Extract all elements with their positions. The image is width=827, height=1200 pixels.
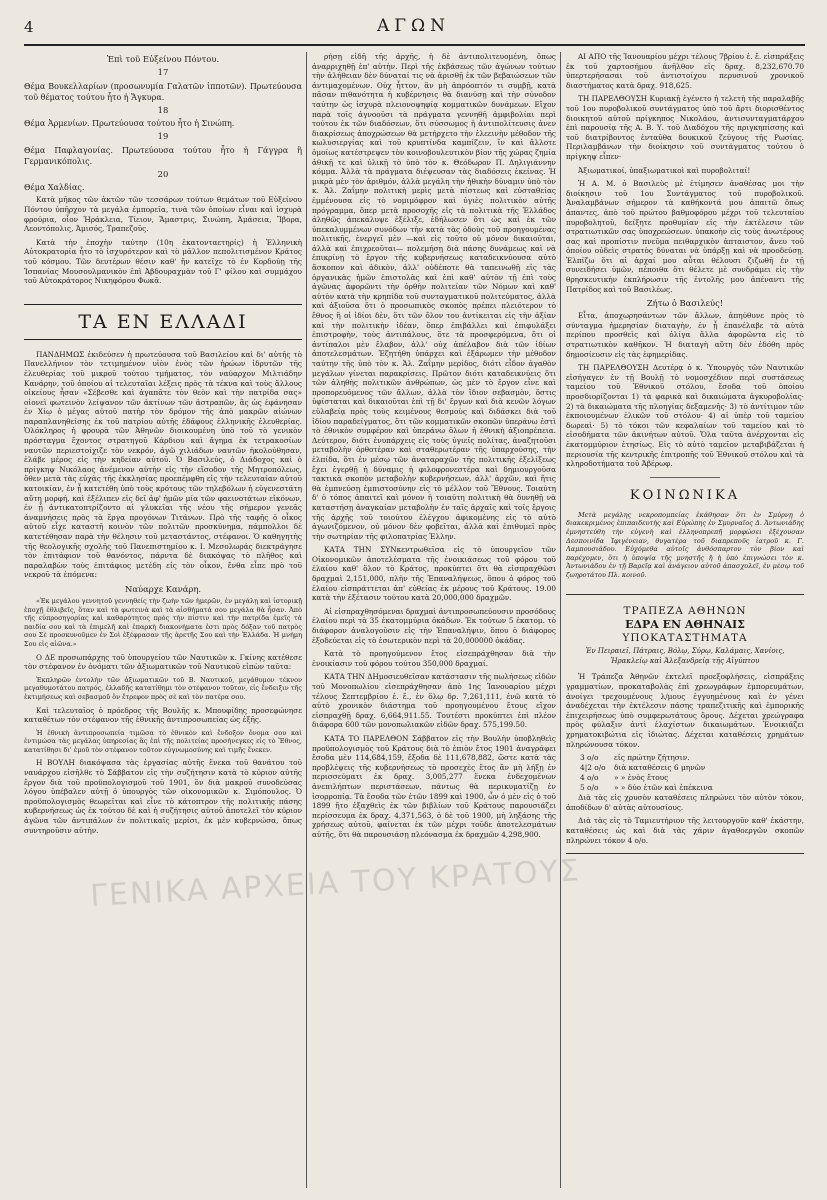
bank-branches: Ἐν Πειραιεῖ, Πάτραις, Βόλῳ, Σύρῳ, Καλάμαις, Χανίοις, Ἡρακλείῳ καὶ Ἀλεξανδρείᾳ τῆς Αἰγύπτου xyxy=(585,647,785,665)
bank-advertisement xyxy=(566,594,804,855)
rate-row xyxy=(566,783,804,793)
intro-line: Ἐπὶ τοῦ Εὐξείνου Πόντου. xyxy=(106,54,220,64)
speech-paragraph: Ἡ Α. Μ. ὁ Βασιλεὺς μὲ ἐτίμησεν ἀναθέσας μοι τὴν διοίκησιν τοῦ 1ου Συντάγματος τοῦ πυροβολικοῦ. Ἀναλαμβάνων σήμερον τὰ καθήκοντά μου ἀπαιτῶ ὅπως ἀπαντες, ἀπὸ τοῦ πρώτου βαθμοφόρου μέχρι τοῦ τελευταίου πυροβολητοῦ, δείξητε προθυμίαν εἰς τὴν ἐκτέλεσιν τῶν στρατιωτικῶν σας ὑποχρεώσεων. ὑπακοὴν εἰς τοὺς ἀνωτέρους σας καὶ προπίστιν πνεῦμα πειθαρχικὸν ἀπταιστον, ἄνευ τοῦ ὁποίου οὐδεὶς στρατὸς δύναται νὰ ὑπάρξῃ καὶ νὰ προοδεύσῃ. Ἐλπίζω ὅτι αἱ ἀρχαί μου αὗται θέλουσι ζιζωθῆ ἐν τῇ συνειδήσει ὑμῶν, πέποιθα ὅτι θέλετε μὲ συνδράμει εἰς τὴν θρησκευτικὴν ἐκπλήρωσιν τῆς ἐντολῆς μου ἀπέναντι τῆς Πατρίδος καὶ τοῦ Βασιλέως. xyxy=(566,179,804,294)
article-paragraph: Κατὰ τὴν ἐποχὴν ταύτην (10η ἑκατονταετηρίς) ἡ Ἑλληνικὴ Αὐτοκρατορία ἦτο τὸ ἰσχυρότερον καὶ τὸ μᾶλλον πεπολιτισμένον Κράτος τοῦ κόσμου. Τῶν δευτέρων θέσιν καθ' ἥν κατεῖχε τὸ ἐν Κορδούῃ τῆς Ἱσπανίας Μουσουλμανικὸν ἐπὶ Ἀβδουραχμὰν τοῦ Γ' φίλου καὶ συμμάχου τοῦ Αὐτοκράτορος Νικηφόρου Φωκᾶ. xyxy=(24,237,302,286)
article-paragraph: Η ΒΟΥΛΗ διακόψασα τὰς ἐργασίας αὐτῆς ἕνεκα τοῦ θανάτου τοῦ ναυάρχου εἰσῆλθε τὸ Σάββατον εἰς τὴν συζήτησιν κατὰ τὸ κύριον αὐτῆς ἔργον διὰ τοῦ προϋπολογισμοῦ τοῦ 1901, ὃν διὰ μακροῦ συνοδεύσας λόγου ὑπέβαλεν αὐτῇ ὁ ὑπουργὸς τῶν οἰκονομικῶν κ. Σιμόπουλος. Ὁ προϋπολογισμὸς θεωρεῖται καὶ εἶνε τὸ κάτοπτρον τῆς πολιτικῆς πάσης κυβερνήσεως ὡς ἐκ τούτου δὲ καὶ ἡ συζήτησις αὐτοῦ ἀποτελεῖ τὸν κύριον ἀγῶνα τῶν ἀντιπάλων ἐν πολιτικαῖς μερίσι, ἐκ μὲν κυβερνώσα, ὅπως συντηροῦσιν αὐτὴν. xyxy=(24,758,302,835)
bank-paragraph: Ἡ Τράπεζα Ἀθηνῶν ἐκτελεῖ προεξοφλήσεις, εἰσπράξεις γραμματίων, προκαταβολὰς ἐπὶ χρεωγράφων ἐμπορευμάτων, ἀνοίγει τρεχουμένους λ/μους ἐγγυημένους καὶ ἐν γένει ἀναδέχεται τὴν ἐκτέλεσιν πάσης τραπεζιτικῆς καὶ ἐμπορικῆς ἐπιχειρήσεως ὑπὸ συμφερωτάτους ὅρους. Δέχεται χρεώγραφα πρὸς φύλαξιν ἀντὶ ἐλαχίστων δικαιωμάτων. Ἐνοικιάζει χρηματοκιβώτια εἰς ἰδιώτας. Δέχεται καταθέσεις χρημάτων πληρώνουσα τόκον. xyxy=(566,672,804,749)
article-paragraph: ΤΗ ΠΑΡΕΛΘΟΥΣΗ Δευτέρᾳ ὁ κ. Ὑπουργὸς τῶν Ναυτικῶν εἰσήγαγεν ἐν τῇ Βουλῇ τὸ νομοσχέδιον περὶ συστάσεως ταμείου τοῦ Ἐθνικοῦ στόλου, ἔσοδα τοῦ ὁποίου προσδιορίζονται 1) τὰ φαρικὰ καὶ δικαιώματα ἀγκυροβολίας· 2) τὰ δικαιώματα τῆς πλοηγίας δεξαμενῆς· 3) τὸ ἀντίτιμον τῶν ἐκποιουμένων ἐλικῶν τοῦ στόλου· 4) αἱ ὑπὲρ τοῦ ταμείου δωρεαὶ· 5) τὸ τόκοι τῶν κεφαλαίων τοῦ ταμείου καὶ τὸ εἰσοδήματα τῶν ἀκινήτων αὐτοῦ. Ὅλα ταῦτα ἀνέρχονται εἰς ἑκατομμύριον ἐτησίως. Εἰς τὸ αὐτὸ ταμεῖον μεταβιβάζεται ἡ περιουσία τῆς κεντρικῆς ἐπιτροπῆς τοῦ Ἐθνικοῦ στόλου καὶ τὰ κληροδοτήματα τοῦ Ἀβέρωφ. xyxy=(566,363,804,469)
speech-line: Ζήτω ὁ Βασιλεύς! xyxy=(646,298,724,309)
thema-text: Θέμα Χαλδίας. xyxy=(24,183,85,193)
koinonika-text: Μετὰ μεγάλης νεκροπομπείας ἐκάθησαν ὅτι ἐν Σμύρνῃ ὁ διακεκριμένος ἐπιπαιδευτὴς καὶ Εὐρώπης ἐν Σμυρναῖος Δ. Ἀντωνιάδης ἐμνηστεύθη τὴν εὐγενὴ καὶ ἐλληνοπρεπῆ μορφώσει ἐξέχουσαν Δεσποινίδα Ἰφιγένειαν, θυγατέρα τοῦ διαπρεποῦς ἰατροῦ κ. Γ. Λαμπουσιάδου. Εὐχόμεθα αὐτοῖς ἀνθόσπαρτον τὸν βίον καὶ παρέχομεν, ὅτι ἡ ὑποψία τῆς μνηστῆς ἢ ἡ ὑπὸ ἐπιγνώσει τὸν κ. Ἀντωνιάδου ἐν τῇ Βαρεῖᾳ καὶ ἀνάγειον αὐτοῦ ἀπασχολεῖ, ἐν μέσῳ τοῦ ζωηροτάτου Πλ. κοινοῦ. xyxy=(566,510,804,579)
thema-text: Θέμα Ἀρμενίων. Πρωτεύουσα τούτου ἦτο ἡ Σινώπη. xyxy=(24,119,235,129)
poem-title: Ναύαρχε Κανάρη. xyxy=(125,583,201,594)
article-paragraph: Εἶτα, ἀποχωρησάντων τῶν ἄλλων, ἀπηύθυνε πρὸς τὸ σύνταγμα ἡμερησίαν διαταγὴν, ἐν ᾗ ἐπανέλαβε τὰ αὐτὰ περίπου προσθεὶς καὶ ὀλίγα ἄλλα ἀφορῶντα εἰς τὸ στρατιωτικὸν καθῆκον. Ἡ διαταγὴ αὕτη δὲν ἐδόθη πρὸς δημοσίευσιν εἰς τὰς ἐφημερίδας. xyxy=(566,311,804,359)
column-2 xyxy=(312,52,556,1186)
column-1 xyxy=(24,52,302,1186)
bank-branches-title: ΥΠΟΚΑΤΑΣΤΗΜΑΤΑ xyxy=(622,631,748,644)
rate-row xyxy=(566,773,804,783)
speech-line: Ἀξιωματικοί, ὑπαξιωματικοὶ καὶ πυροβολιταί! xyxy=(578,165,751,175)
page-header xyxy=(0,14,827,40)
rate-value: 3 ο/ο xyxy=(580,753,599,763)
rate-value: 4 ο/ο xyxy=(580,773,599,783)
article-paragraph: ΚΑΤΑ ΤΟ ΠΑΡΕΛΘΟΝ Σάββατον εἰς τὴν Βουλὴν ὑποβληθεὶς προϋπολογισμὸς τοῦ Κράτους διὰ τὸ ἐπιὸν ἔτος 1901 ἀναγράφει ἔσοδα μὲν 114,684,159, ἔξοδα δὲ 111,678,882, ὥστε κατὰ τὰς προβλέψεις τῆς κυβερνήσεως τὸ προσεχὲς ἔτος ἂν μὴ λήξῃ ἐν περισσεύματι ἐκ δραχ. 3,005,277 ἕνεκα ἐνδεχομένων ἀνεπιλήπτων περιστάσεων, πάντως θὰ περικυματίζῃ ἐν ἰσορροπίᾳ. Τὰ ἔσοδα τῶν ἐτῶν 1899 καὶ 1900, ὧν ὁ μὲν εἰς ὁ τοῦ 1899 ἤτο ἐξαχθεὶς ἐκ τῶν βιβλίων τοῦ Κράτους παρουσιάζει περίσσευμα ἐκ δραχ. 4,371,563, ὁ δὲ τοῦ 1900, μὴ ληξάσης τῆς χρήσεως αὐτοῦ, φαίνεται ἐκ τῶν μέχρι τοῦδε ἀποτελεσμάτων αὐτῆς, ὅτι θὰ παρουσιάσῃ πλεόνασμα ἐκ δραχμῶν 4,298,900. xyxy=(312,733,556,839)
thema-number: 20 xyxy=(157,168,169,179)
bank-name: ΤΡΑΠΕΖΑ ΑΘΗΝΩΝ xyxy=(623,604,747,617)
bank-paragraph: Διὰ τὰς εἰς χρυσὸν καταθέσεις πληρώνει τὸν αὐτὸν τόκον, ἀποδίδων δ' αὐτὰς αὐτουσίους. xyxy=(566,793,804,812)
quote-text: Ἐκπληρῶν ἐντολὴν τῶν ἀξιωματικῶν τοῦ Β. Ναυτικοῦ, μεγάθυμον τέκνον μεγαθυμοτάτου πατρός, ἐλλαδῆς κατατίθημι τὸν στέφανον τοῦτον, εἰς ἔνδειξιν τῆς ἐκτιμήσεως καὶ σεβασμοῦ ὃν ἔτρεφον πρὸς σὲ καὶ τὸν πατέρα σου. xyxy=(24,675,302,701)
thema-number: 19 xyxy=(157,131,169,142)
rate-term: διὰ καταθέσεις 6 μηνῶν xyxy=(614,763,706,773)
article-paragraph: ΑΙ ΑΠΟ τῆς Ἰανουαρίου μέχρι τέλους 7βρίου ἐ. ἔ. εἰσπράξεις ἐκ τοῦ χαρτοσήμου ἀνῆλθον εἰς δραχ. 8,232,670.70 ὑπερτερήσασαι τοῦ ἀντιστοίχου περυσινοῦ χρονικοῦ διαστήματος κατὰ δραχ. 918,625. xyxy=(566,52,804,90)
header-rule xyxy=(24,44,805,46)
rate-row xyxy=(566,753,804,763)
rate-term: εἰς πρώτην ζήτησιν. xyxy=(614,753,690,763)
rate-value: 5 ο/ο xyxy=(580,783,599,793)
poem-text: «Ἐκ μεγάλου γεννητοῦ γεννηθείς τὴν ζωὴν τῶν ἡμερῶν, ἐν μεγάλῃ καὶ ἱστορικῇ ἐποχῇ ἐθλιβεῖς, ὅταν καὶ τὰ φωτεινὰ καὶ τὰ αἰσθήματά σου μεγάλα θὰ ἦσαν. Ἀπὸ τῆς εὐπροσηγορίας καὶ καθαρότητος πρὸς τὴν πίστιν καὶ τὴν πατρίδα ἐμεῖς τὰ παιδία σου καὶ τὰ ἐπιμελῆ καὶ ἐπαρκὴ διακονήματα ἐστι πρὸς δόξαν τοῦ πατρὸς σου Σὲ προσκυνοῦμεν ἐν Σοὶ ἐξέφρασαν τῆς ἀρετῆς Σου καὶ τὴν Ἑλλάδα. Ἡ μνήμη Σου εἰς αἰῶνα.» xyxy=(24,596,302,648)
article-paragraph: Κατὰ τὸ προηγούμενον ἔτος εἰσεπράχθησαν διὰ τὴν ἐνοικίασιν τοῦ φόρου τούτου 350,000 δραχμαί. xyxy=(312,649,556,668)
thema-text: Θέμα Βουκελλαρίων (προσωνυμία Γαλατῶν ἱπποτῶν). Πρωτεύουσα τοῦ θέματος τούτου ἦτο ἡ Ἄγκυρα. xyxy=(24,81,302,102)
page-number: 4 xyxy=(24,18,34,36)
thema-number: 18 xyxy=(157,104,169,115)
rate-term: » » ἑνὸς ἔτους xyxy=(614,773,669,783)
article-paragraph: Κατὰ μῆκος τῶν ἀκτῶν τῶν τεσσάρων τούτων θεμάτων τοῦ Εὐξείνου Πόντου ὑπῆρχον τὰ μεγάλα ἐμπορεῖα, τινὰ τῶν ὁποίων εἶναι καὶ ἰσχυρὰ φρούρια, οἷον Ἡράκλεια, Τίειον, Ἄμαστρις, Σινώπη, Ἀμάσεια, Ἴβορα, Λεοντόπολις, Ἀμισός, Τραπεζοῦς. xyxy=(24,195,302,234)
rate-value: 4|2 ο/ο xyxy=(580,763,606,773)
bank-seat: ΕΔΡΑ ΕΝ ΑΘΗΝΑΙΣ xyxy=(625,618,745,632)
rate-term: » » δύο ἐτῶν καὶ ἐπέκεινα xyxy=(614,783,713,793)
section-title: ΤΑ ΕΝ ΕΛΛΑΔΙ xyxy=(24,304,302,340)
article-paragraph: Ο ΔΕ προσωπάρχης τοῦ ὑπουργείου τῶν Ναυτικῶν κ. Γκίνης κατέθεσε τὸν στέφανον ἐν ὀνόματι τῶν ἀξιωματικῶν τοῦ Ναυτικοῦ εἰπὼν ταῦτα: xyxy=(24,652,302,672)
article-paragraph: ρήσῃ εἰδῆ τῆς ἀρχῆς, ἡ δὲ ἀντιπολιτευομένη, ὅπως ἀναρριχηθῇ ἐπ' αὐτὴν. Περὶ τῆς ἐκβάσεως τῶν ἀγώνων τούτων τὴν ἀλήθειαν δὲν δύναταί τις νὰ ἀρισθῇ ἐκ τῶν βεβαιώσεων τῶν ἀντιμαχομένων. Οὐχ ἧττον, ἂν μὴ ἀπρόοπτόν τι συμβῇ, κατὰ πᾶσαν πιθανότητα ἡ κυβέρνησις θὰ διανύσῃ καὶ τὴν σύνοδον ταύτην ὡς ἰσχυρὰ πλειονοψηφίᾳ κομματικῶν δυνάμεων. Εἴχον παρὰ τοῖς ἀγνοοῦσι τὰ πράγματα γεννηθῆ ἀμφιβολίαι περὶ τούτου ἐκ τῶν διαδόσεων, ὅτι σύσσωμος ἡ ἀντιπολίτευσις ἀνεν διακρίσεως ἀποχρώσεων θὰ μετήρχετο τὴν ἐλεεινὴν μέθοδον τῆς κωλυσιεργίας καὶ τοῦ κρυπτίνδα καμπίζειν, ἵν καὶ ἄλλοτε ὁμοίως κατέστρεψεν τὸν κοινοβουλευτικὸν βίον τῆς χώρας ζημία ἀθικῇ τε καὶ ὑλικῇ τὸ ὑπὸ τὸν κ. Θεόδωρον Π. Δηλιγιάννην κόμμα. Ἀλλὰ τὰ πράγματα διέψευσαν τὰς διαδόσεις ἐκείνας. Ἡ μικρὰ μὲν τὸν ἀριθμόν, ἀλλὰ μεγάλη τὴν ἠθικὴν δύναμιν ὑπὸ τὸν κ. Ἀλ. Ζαΐμην πολιτικὴ μερὶς μετὰ πίστεως καὶ εὐσταθείας ἐμμένουσα εἰς τὸ νομιμόφρον καὶ ὑγιὲς πολιτικὸν αὐτῆς πρόγραμμα, ὅπερ μετὰ προσοχῆς εἰς τὰ πολιτικὰ τῆς Ἑλλάδος ἀληθῶς ἀπεκάλυψε ἐξέλιξε, ἐδήλωσεν ὅτι ὡς καὶ ἐκ τῶν ὑπεκαλυμμένων συνόδων τὴν κατὰ τὰς ὁδοὺς τοῦ προηγουμένας πολιτικῆς, ἐνεργεῖ μὲν —καὶ εἰς τοῦτο οὐ μόνον δικαιοῦται, ἀλλὰ καὶ ἐπιχρεοῦται— πολεμήσῃ διὰ πάσης δυνάμεως καὶ νὰ ἐπικρίνῃ τὸ ἔργον τῆς κυβερνήσεως καταδεικνύουσα αὐτὸ ἄσκοπον καὶ ἀδικὸν, ἀλλ' οὐδέποτε θὰ ταπεινωθῇ εἰς τὰς ὀργανικὰς ἡμῶν ἐπιστολὰς καὶ ἐπὶ καθ' αὐτὸν τῇ ἐπὶ τοὺς ἀγῶνας ἀφορῶντι τὴν ὀρθὴν πολιτείαν τῶν Νόμων καὶ καθ' αὐτὸν κατὰ τὴν κρηπίδα τοῦ συνταγματικοῦ πολιτεύματος, ἀλλὰ καὶ ἀξιοῦσα ὅτι ὁ προσωπικὸς σκοπὸς πρέπει πλειότερον τὸ ἔθνος ἢ οἱ ἰδίοι δὲν, ὅτι τῶν ὄλον του ἀντίκειται εἰς τὴν ἀξίαν καὶ τὴν πολιτικὴν ἰδέαν, ὅπερ ἐπιβάλλει καὶ ἐπιφυλάξει ἐπιστροφὴν, τοὺς ἀντιπάλους, ὅτε τὰ προσφερόμενα, ὅτι οἱ ἀντίπαλοι μὲν ἔλαβον, ἀλλ' οὐχ ἀπέλαβον διὰ τῶν ἰδίων ἀποτελεσμάτων. Ἐζητήθη ὑπάρχει καὶ ἐξάρωμεν τὴν μέθοδον ταύτην τῆς ὑπὸ τὸν κ. Ἀλ. Ζαΐμην μερίδος, διότι εἶδον ἀγαθὸν μεγάλων γίνεται παρακρίσεις. Πρῶτον διότι καταδεικνύεις ὅτι τῶν ἀληθὴς πολιτικῶν ἀνθρώπων, ὡς μὲν τὸ ἔργον εἶνε καὶ προπορευόμενος τῶν ἄλλων, ἀλλὰ τὸν ἴδιον σεβασμὸν, ὅστις ὑφίσταται καὶ δικαιοῦται ἐπὶ τῇ δι' ἔργων καὶ διὰ κενῶν λόγων εὐλαβείᾳ πρὸς τοὺς κειμένους θεσμοὺς καὶ διδάσκει διὰ τοῦ ἰδίου παραδείγματος, ὅτι τῶν κομματικῶν σκοπῶν ὑπεράνω ἐστὶ τὸ ἐθνικὸν συμφέρον καὶ ὑπεράνω ὅλων ἡ ἐθνικὴ ἀξιοπρέπεια. Δεύτερον, διότι ἐνυπάρχεις εἰς τοὺς ὑγιεῖς πολίτας, ἀναζητοῦσι μεταβολὴν ὀρθοτέραν καὶ σταθερωτέραν τῆς ὑπαρχούσης, τὴν ἐλπίδα, ὅτι ἐν μέσῳ τῶν ἀναταραχῶν τῆς πολιτικῆς ἐξελίξεως ἔχει ἐγερθῇ ἡ δύναμις ἡ φιλοφρονεστέρα καὶ δημιουργοῦσα τακτικὰ σκοπὸν μεταβολὴν κυβερνήσεων, ἀλλ' ἀρχῶν, καὶ ἥτις θὰ ἐμπνεύσῃ ἐμπιστοσύνην εἰς τὸ μέλλον τοῦ Ἔθνους. Τοιαύτη δ' ὁ τόπος ἀπαιτεῖ καὶ μόνον ἡ τοιαύτη πολιτικὴ θὰ δυνηθῇ νὰ καταστήσῃ ἀναγκαίαν μεταβολὴν ἐν ταῖς ἀρχαῖς καὶ τοῖς ἔργοις τῆς ἀρχῆς τοῦ τοιούτου ἐλέγχου ἀφικομένης εἰς τὸ αὐτὸ ἀγωνιζόμενον, οὐ μόνον δὲν φοβεῖται, ἀλλὰ καὶ ἐπιθυμεῖ πρὸς τὴν σωτηρίαν τῆς φιλοπατρίας Ἑλλην. xyxy=(312,52,556,541)
column-3 xyxy=(566,52,804,1186)
column-divider xyxy=(560,52,561,1188)
section-rule xyxy=(650,477,720,478)
article-paragraph: ΚΑΤΑ ΤΗΝ ΣΥΝκεντρωθεῖσα εἰς τὸ ὑπουργεῖον τῶν Οἰκονομικῶν ἀποτελέσματα τῆς ἐνοικιάσεως τοῦ φόρου τοῦ ἐλαίου καθ' ὅλον τὸ Κράτος, προκύπτει ὅτι θὰ εἰσπραχθῶσι δραχμαὶ 2,151,000, πλὴν τῆς Ἐπαναλήψεως, ὅπου ὁ φόρος τοῦ ἐλαίου εἰσπράττεται ἀπ' εὐθείας ἐκ μέρους τοῦ Κράτους. 19.00 κατὰ τὴν ἐξέτασιν τούτου κατὰ 20,000,000 δραχμῶν. xyxy=(312,545,556,603)
column-divider xyxy=(306,52,307,1188)
quote-text: Ἡ ἐθνικὴ ἀντιπροσωπεία τιμῶσα τὸ ἐθνικὸν καὶ ἔνδοξον ὄνομα σου καὶ ἐντιμώσα τὰς μεγάλας ὑπηρεσίας ἃς ἐπὶ τῆς πολιτείας προσήνεγκες εἰς τὸ Ἔθνος, κατατίθησι δι' ἐμοῦ τὸν στέφανον τοῦτον εὐγνωμοσύνης καὶ τιμῆς ἕνεκεν. xyxy=(24,728,302,754)
bank-paragraph: Διὰ τὰς εἰς τὸ Ταμιευτήριον τῆς λειτουργοῦν καθ' ἑκάστην, καταθέσεις ὡς καὶ διὰ τὰς χάριν ἀγαθοεργῶν σκοπῶν πληρώνει τόκον 4 ο/ο. xyxy=(566,816,804,845)
article-paragraph: ΤΗ ΠΑΡΕΛΘΟΥΣΗ Κυριακῇ ἐγένετο ἡ τελετὴ τῆς παραλαβῆς τοῦ 1ου πυροβολικοῦ συντάγματος ὑπὸ τοῦ ἄρτι διορισθέντος διοικητοῦ αὐτοῦ πρίγκηπος Νικολάου, ἀντισυνταγματάρχου ἐπὶ παρουσίᾳ τῆς Α. Β. Υ. τοῦ Διαδόχου τῆς πριγκηπίσσης καὶ τοῦ διατρίβοντος ἐνταῦθα δουκικοῦ ζεύγους τῆς Ρωσίας. Περιλαμβάνων τὴν διοίκησιν τοῦ συντάγματος τούτου ὁ πρίγκηψ εἶπεν· xyxy=(566,94,804,161)
article-paragraph: ΠΑΝΔΗΜΩΣ ἐκιδεύσεν ἡ πρωτεύουσα τοῦ Βασιλείου καὶ δι' αὐτῆς τὸ Πανελλήνιον τὸν τετιμημένον υἱὸν ἑνὸς τῶν ἡρώων ἱδρυτῶν τῆς ἐλευθερίας τοῦ μικροῦ τούτου τμήματος, τὸν ναύαρχον Μιλτιάδην Κανάρην, τοῦ ὁποίου αἱ τελευταῖαι λέξεις πρὸς τὰ τέκνα καὶ τοὺς ἄλλους οἰκείους ἦσαν «Σέβεσθε καὶ ἀγαπᾶτε τὸν θεὸν καὶ τὴν πατρίδα σας» οἱονεὶ φωτεινὸν λείψανον τῶν ἀκτίνων τῶν ἀστραπῶν, ἃς ὡς ἐφάνησαν ἐν Χίῳ ὁ μέγας αὐτοῦ πατὴρ τὸν δρόμον τῆς ἀπὸ μακρῶν αἰώνων παραπλανηθείσης ἐκ τοῦ πατρίου αὐτῆς ἐδάφους ἑλληνικῆς ἐλευθερίας. Ὁλόκληρος ἡ φρουρὰ τῶν Ἀθηνῶν διοικουμένη ὑπὸ τοῦ τὸ γενικὸν πρόσταγμα ἔχοντος στρατηγοῦ Κάρδιου καὶ ἄγημα ἐκ τετρακοσίων ναυτῶν περιεστοίχιζε τὸν νεκρόν, ἀγῶ χιλιάδων ναυτῶν ἠκολούθησαν, ἐλάβε μέρος εἰς τὴν κηδείαν αὐτοῦ. Ὁ Βασιλεύς, ὁ Διάδοχος καὶ ὁ πρίγκηψ Νικόλαος ἀνέμενον αὐτὴν εἰς τὴν εἴσοδον τῆς Μητροπόλεως, ὅθεν μετὰ τὰς εὐχὰς τῆς ἐκκλησίας προεπέμφθη εἰς τὴν τελευταίαν αὐτοῦ κατοικίαν, ἐν ᾗ κατετέθη ὑπὸ τοὺς κρότους τῶν τηλεβόλων ἡ εὐγενεστάτη αὕτη μορφή, καὶ ἐξέλιπεν εἰς δεῖ ἀφ' ἡμῶν μία τῶν φαεινοτάτων εἰκόνων, ἐν ᾗ ἀντικατοπτρίζοντο αἱ γλυκεῖαι τῆς νέου τῆς σήμερον γενεᾶς ἀναμνήσεις πρὸς τὰ ἔργα προγόνων Τιτάνων. Πρὸ τῆς ταφῆς ὁ οἶκος αὐτοῦ εἶχε καταστῆ κοινὸν τῶν πολιτῶν προσκύνημα, πάμπολλοι δὲ κατετέθησαν παρὰ τὴν θέλησιν τοῦ μεταστάντος, στέφανοι. Ὁ καθηγητὴς τῆς θεολογικῆς σχολῆς τοῦ Πανεπιστημίου κ. Ι. Μεσολωράς διεκτράγησε τὸν ἐπιτάφιον τοῦ θανόντος, πάρντα δὲ διακόψας τὸ πλῆθος καὶ παραλαβὼν τοὺς ἐπιτάφιος μετέδη εἰς τὸν οἶκον, ἔνθα εἶπε πρὸ τοῦ νεκροῦ τὰ ἑπόμενα: xyxy=(24,349,302,580)
article-paragraph: Καὶ τελευταῖος ὁ πρόεδρος τῆς Βουλῆς κ. Μπουφίδης προσεφώνησε καταθέτων τὸν στέφανον τῆς ἐθνικῆς ἀντιπροσωπείας ὡς ἑξῆς. xyxy=(24,705,302,725)
rate-row xyxy=(566,763,804,773)
article-paragraph: Αἱ εἰσπραχθησόμεναι δραχμαὶ ἀντιπροσωπεύουσιν προσόδους ἐλαίου περὶ τὰ 35 ἑκατομμύρια ὀκάδων. Ἐκ τούτων 5 ἐκατομ. τὸ διάφορον ἀναλογοῦσιν εἰς τὴν Ἑπαναλήψιν, ὅπου ὁ διάφορος ἐξοδεύεται εἰς τὸ ἐσωτερικὸν περὶ τὰ 20,000000 ὀκάδας. xyxy=(312,606,556,645)
thema-number: 17 xyxy=(157,67,169,77)
koinonika-title: ΚΟΙΝΩΝΙΚΑ xyxy=(629,487,741,503)
newspaper-title: ΑΓΩΝ xyxy=(376,16,451,36)
archive-watermark: ΓΕΝΙΚΑ ΑΡΧΕΙΑ ΤΟΥ ΚΡΑΤΟΥΣ xyxy=(89,853,582,914)
article-paragraph: ΚΑΤΑ ΤΗΝ ΔΗμοσιευθεῖσαν κατάστασιν τῆς πωλήσεως εἰδῶν τοῦ Μονοπωλίου εἰσεπράχθησαν ἀπὸ 1ης Ἰανουαρίου μέχρι τέλους Σεπτεμβρίου ἐ. ἔ., ἐν ὅλῳ δρ. 7,261,111, ἐνῶ κατὰ τὸ αὐτὸ χρονικὸν διάστημα τοῦ προηγουμένου ἔτους εἴχον εἰσπραχθῇ δραχ. 6,664,911.55. Τουτέστι προκύπτει ἐπὶ πλέον διάφορα 600 τῶν μονοπωλιακῶν εἰδῶν δραχ. 575,199.50. xyxy=(312,672,556,730)
thema-text: Θέμα Παφλαγονίας. Πρωτεύουσα τούτου ἦτο ἡ Γάγγρα ἢ Γερμανικόπολις. xyxy=(24,145,302,166)
